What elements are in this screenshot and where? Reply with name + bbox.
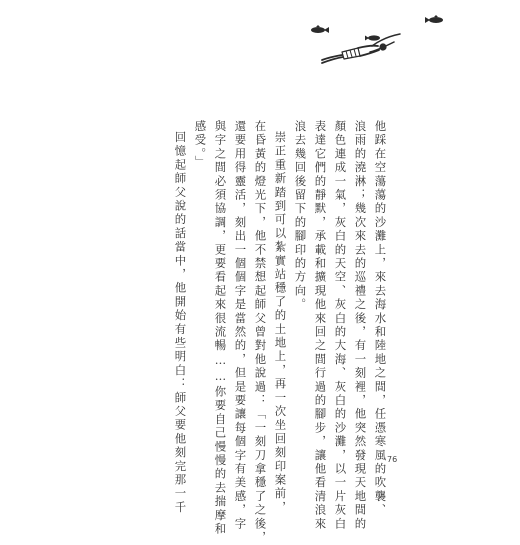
text-column: 感受。」 [193, 120, 208, 170]
swimmer-illustration [0, 0, 520, 90]
text-column: 崇正重新踏到可以紮實站穩了的土地上，再一次坐回刻印案前， [273, 131, 288, 515]
text-column: 回憶起師父說的話當中，他開始有些明白：師父要他刻完那一千 [173, 131, 188, 515]
text-column: 表達它們的靜默，承載和擴現他來回之間行過的腳步，讓他看清浪來 [313, 120, 328, 531]
fish-icon [365, 35, 380, 40]
fish-icon [311, 25, 329, 33]
text-column: 顏色連成一氣，灰白的天空、灰白的大海、灰白的沙灘，以一片灰白 [333, 120, 348, 531]
swimmer-icon [322, 34, 400, 63]
fish-icon [425, 15, 443, 23]
text-column: 浪去幾回後留下的腳印的方向。 [293, 120, 308, 312]
page-number: 76 [387, 455, 398, 464]
text-column: 在昏黃的燈光下，他不禁想起師父曾對他說過：「一刻刀拿穩了之後， [253, 120, 268, 545]
text-column: 還要用得靈活，刻出一個個字是當然的，但是要讓每個字有美感，字 [233, 120, 248, 531]
text-column: 他踩在空蕩蕩的沙灘上，來去海水和陸地之間，任憑寒風的吹襲、 [373, 120, 388, 518]
text-column: 與字之間必須協調，更要看起來很流暢……你要自己慢慢的去揣摩和 [213, 120, 228, 537]
text-column: 浪雨的澆淋；幾次來去的巡禮之後，有一刻裡，他突然發現天地間的 [353, 120, 368, 531]
